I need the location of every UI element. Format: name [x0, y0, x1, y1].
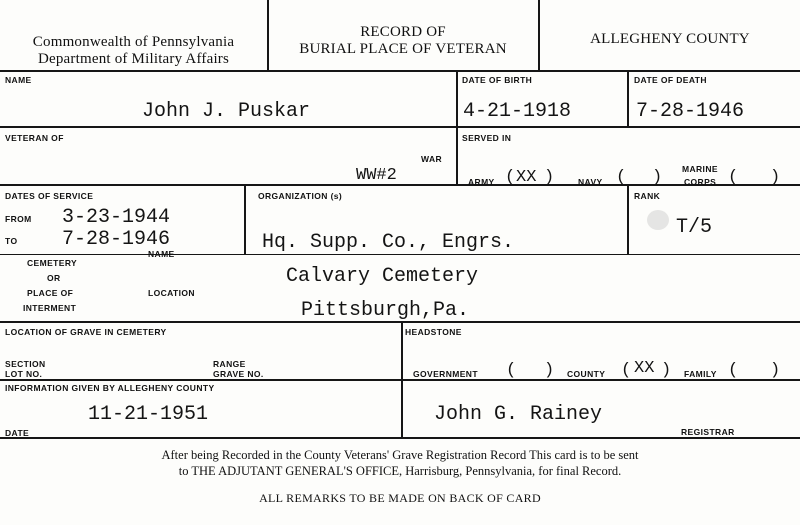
- county-close-paren: ): [661, 361, 672, 380]
- marine-close-paren: ): [770, 168, 781, 187]
- county-mark: XX: [634, 359, 655, 378]
- label-date-of-death: DATE OF DEATH: [634, 75, 707, 85]
- war-value: WW#2: [356, 166, 397, 185]
- rule-name-bottom: [0, 126, 800, 128]
- label-cemetery-name: NAME: [148, 249, 175, 259]
- label-county: COUNTY: [567, 369, 606, 379]
- label-registrar: REGISTRAR: [681, 427, 735, 437]
- service-to-value: 7-28-1946: [62, 228, 171, 251]
- label-from: FROM: [5, 214, 32, 224]
- label-interment: INTERMENT: [23, 303, 77, 313]
- header-county: ALLEGHENY COUNTY: [590, 31, 750, 47]
- label-info-given: INFORMATION GIVEN BY ALLEGHENY COUNTY: [5, 383, 215, 393]
- label-grave-no: GRAVE NO.: [213, 369, 264, 379]
- label-place-of: PLACE OF: [27, 288, 74, 298]
- army-close-paren: ): [544, 168, 555, 187]
- label-rank: RANK: [634, 191, 661, 201]
- rule-info-bottom: [0, 437, 800, 439]
- header-agency-line1: Commonwealth of Pennsylvania: [32, 34, 235, 50]
- rule-header-bottom: [0, 70, 800, 72]
- rule-veteran-bottom: [0, 184, 800, 186]
- label-veteran-of: VETERAN OF: [5, 133, 64, 143]
- label-location: LOCATION: [148, 288, 195, 298]
- navy-open-paren: (: [616, 168, 627, 187]
- rank-smudge: [647, 210, 669, 230]
- info-date-value: 11-21-1951: [88, 403, 209, 426]
- label-date-of-birth: DATE OF BIRTH: [462, 75, 533, 85]
- army-open-paren: (: [505, 168, 516, 187]
- header-agency-line2: Department of Military Affairs: [37, 51, 230, 67]
- rule-v-org: [244, 184, 246, 255]
- label-marine: MARINE: [682, 164, 718, 174]
- rule-service-bottom: [0, 254, 800, 255]
- rule-v-rank: [627, 184, 629, 255]
- label-or: OR: [47, 273, 61, 283]
- government-open-paren: (: [506, 361, 517, 380]
- rule-v-birth: [456, 70, 458, 185]
- label-to: TO: [5, 236, 18, 246]
- footer-instruction-line1: After being Recorded in the County Veterans' Grave Registration Record This card is to be sent: [161, 448, 639, 462]
- cemetery-name-value: Calvary Cemetery: [286, 265, 479, 288]
- label-dates-of-service: DATES OF SERVICE: [5, 191, 94, 201]
- footer-instruction-line2: to THE ADJUTANT GENERAL'S OFFICE, Harrisburg, Pennsylvania, for final Record.: [178, 464, 622, 478]
- service-from-value: 3-23-1944: [62, 206, 171, 229]
- date-of-death-value: 7-28-1946: [636, 100, 745, 123]
- marine-open-paren: (: [728, 168, 739, 187]
- label-headstone: HEADSTONE: [405, 327, 462, 337]
- rule-v-headstone: [401, 321, 403, 438]
- label-army: ARMY: [468, 177, 495, 187]
- label-family: FAMILY: [684, 369, 717, 379]
- header-agency: [0, 34, 267, 68]
- county-open-paren: (: [621, 361, 632, 380]
- registrar-value: John G. Rainey: [434, 403, 603, 426]
- label-date: DATE: [5, 428, 30, 438]
- label-name: NAME: [5, 75, 32, 85]
- navy-close-paren: ): [652, 168, 663, 187]
- label-corps: CORPS: [684, 177, 717, 187]
- label-war: WAR: [421, 154, 443, 164]
- footer-remarks-note: ALL REMARKS TO BE MADE ON BACK OF CARD: [259, 491, 541, 505]
- family-open-paren: (: [728, 361, 739, 380]
- label-section: SECTION: [5, 359, 46, 369]
- family-close-paren: ): [770, 361, 781, 380]
- label-served-in: SERVED IN: [462, 133, 512, 143]
- label-navy: NAVY: [578, 177, 603, 187]
- cemetery-location-value: Pittsburgh,Pa.: [301, 299, 470, 322]
- label-organization: ORGANIZATION (s): [258, 191, 343, 201]
- government-close-paren: ): [544, 361, 555, 380]
- organization-value: Hq. Supp. Co., Engrs.: [262, 231, 515, 254]
- date-of-birth-value: 4-21-1918: [463, 100, 572, 123]
- header-title-line1: RECORD OF: [360, 24, 446, 40]
- label-government: GOVERNMENT: [413, 369, 478, 379]
- header-title-line2: BURIAL PLACE OF VETERAN: [299, 41, 507, 57]
- header-title: [268, 24, 538, 58]
- label-location-of-grave: LOCATION OF GRAVE IN CEMETERY: [5, 327, 167, 337]
- label-cemetery: CEMETERY: [27, 258, 78, 268]
- army-mark: XX: [516, 168, 537, 187]
- veteran-name: John J. Puskar: [142, 100, 311, 123]
- label-lot-no: LOT NO.: [5, 369, 43, 379]
- label-range: RANGE: [213, 359, 246, 369]
- rank-value: T/5: [676, 216, 713, 239]
- rule-grave-bottom: [0, 379, 800, 381]
- rule-v-death: [627, 70, 629, 127]
